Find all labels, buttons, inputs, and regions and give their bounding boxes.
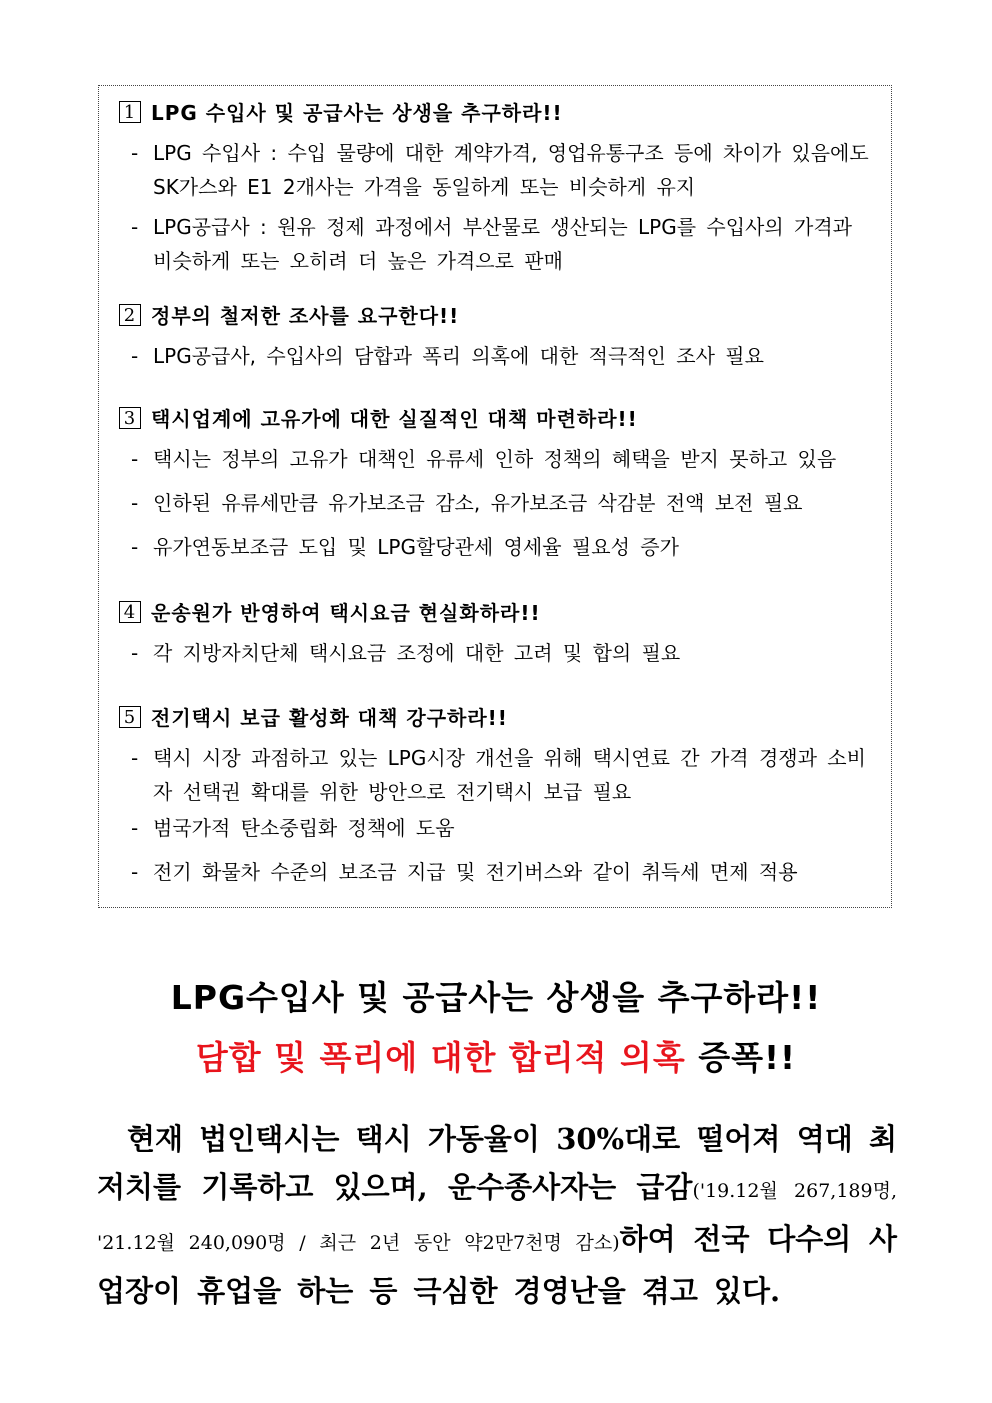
section-5: [119, 703, 881, 889]
headline-line2: [0, 1032, 992, 1079]
section-number: 2: [119, 304, 141, 326]
section-heading: [119, 598, 881, 628]
body-part1: 현재 법인택시는 택시 가동율이 30%대로 떨어져 역대 최저치를 기록하고 있으며, 운수종사자는 급감: [97, 1122, 897, 1204]
bullet-text: 전기 화물차 수준의 보조금 지급 및 전기버스와 같이 취득세 면제 적용: [153, 860, 798, 884]
bullet-text: 택시는 정부의 고유가 대책인 유류세 인하 정책의 혜택을 받지 못하고 있음: [153, 447, 837, 471]
list-item: - 택시 시장 과점하고 있는 LPG시장 개선을 위해 택시연료 간 가격 경쟁과 소비자 선택권 확대를 위한 방안으로 전기택시 보급 필요: [131, 746, 866, 804]
demands-box: [98, 85, 892, 908]
bullet-text: LPG공급사, 수입사의 담합과 폭리 의혹에 대한 적극적인 조사 필요: [153, 344, 764, 368]
body-paragraph: [97, 1115, 897, 1315]
section-title: 택시업계에 고유가에 대한 실질적인 대책 마련하라!!: [151, 407, 638, 431]
bullet-text: LPG공급사 : 원유 정제 과정에서 부산물로 생산되는 LPG를 수입사의 가격과 비슷하게 또는 오히려 더 높은 가격으로 판매: [153, 215, 852, 273]
section-heading: [119, 301, 881, 331]
body-stats: ('19.12월 267,189명, '21.12월 240,090명 / 최근 2년 동안 약2만7천명 감소): [97, 1180, 897, 1254]
bullet-text: 범국가적 탄소중립화 정책에 도움: [153, 816, 455, 840]
list-item: - 유가연동보조금 도입 및 LPG할당관세 영세율 필요성 증가: [131, 535, 679, 559]
list-item: - 인하된 유류세만큼 유가보조금 감소, 유가보조금 삭감분 전액 보전 필요: [131, 491, 803, 515]
section-title: 전기택시 보급 활성화 대책 강구하라!!: [151, 706, 508, 730]
section-3: [119, 404, 881, 564]
section-number: 5: [119, 706, 141, 728]
section-2: [119, 301, 881, 373]
list-item: - 각 지방자치단체 택시요금 조정에 대한 고려 및 합의 필요: [131, 641, 681, 665]
list-item: - 택시는 정부의 고유가 대책인 유류세 인하 정책의 혜택을 받지 못하고 있음: [131, 447, 837, 471]
list-item: - 범국가적 탄소중립화 정책에 도움: [131, 816, 455, 840]
section-title: 정부의 철저한 조사를 요구한다!!: [151, 304, 460, 328]
bullet-text: 택시 시장 과점하고 있는 LPG시장 개선을 위해 택시연료 간 가격 경쟁과 소비자 선택권 확대를 위한 방안으로 전기택시 보급 필요: [153, 746, 866, 804]
list-item: - LPG공급사 : 원유 정제 과정에서 부산물로 생산되는 LPG를 수입사의 가격과 비슷하게 또는 오히려 더 높은 가격으로 판매: [131, 215, 852, 273]
section-4: [119, 598, 881, 670]
list-item: - LPG공급사, 수입사의 담합과 폭리 의혹에 대한 적극적인 조사 필요: [131, 344, 764, 368]
headline-tail-text: 증폭!!: [685, 1038, 797, 1077]
section-heading: [119, 703, 881, 733]
section-title: LPG 수입사 및 공급사는 상생을 추구하라!!: [151, 101, 563, 125]
section-number: 1: [119, 101, 141, 123]
headline-line1: LPG수입사 및 공급사는 상생을 추구하라!!: [170, 978, 822, 1017]
bullet-text: LPG 수입사 : 수입 물량에 대한 계약가격, 영업유통구조 등에 차이가 있음에도 SK가스와 E1 2개사는 가격을 동일하게 또는 비슷하게 유지: [153, 141, 869, 199]
section-heading: [119, 98, 881, 128]
bullet-text: 각 지방자치단체 택시요금 조정에 대한 고려 및 합의 필요: [153, 641, 681, 665]
headline-red-text: 담합 및 폭리에 대한 합리적 의혹: [195, 1038, 686, 1077]
bullet-text: 인하된 유류세만큼 유가보조금 감소, 유가보조금 삭감분 전액 보전 필요: [153, 491, 803, 515]
section-number: 3: [119, 407, 141, 429]
section-number: 4: [119, 601, 141, 623]
list-item: - 전기 화물차 수준의 보조금 지급 및 전기버스와 같이 취득세 면제 적용: [131, 860, 798, 884]
list-item: - LPG 수입사 : 수입 물량에 대한 계약가격, 영업유통구조 등에 차이가 있음에도 SK가스와 E1 2개사는 가격을 동일하게 또는 비슷하게 유지: [131, 141, 869, 199]
bullet-text: 유가연동보조금 도입 및 LPG할당관세 영세율 필요성 증가: [153, 535, 679, 559]
section-heading: [119, 404, 881, 434]
section-1: [119, 98, 881, 278]
section-title: 운송원가 반영하여 택시요금 현실화하라!!: [151, 601, 541, 625]
body-part2: 하여 전국 다수의 사업장이 휴업을 하는 등 극심한 경영난을 겪고 있다.: [97, 1222, 897, 1308]
